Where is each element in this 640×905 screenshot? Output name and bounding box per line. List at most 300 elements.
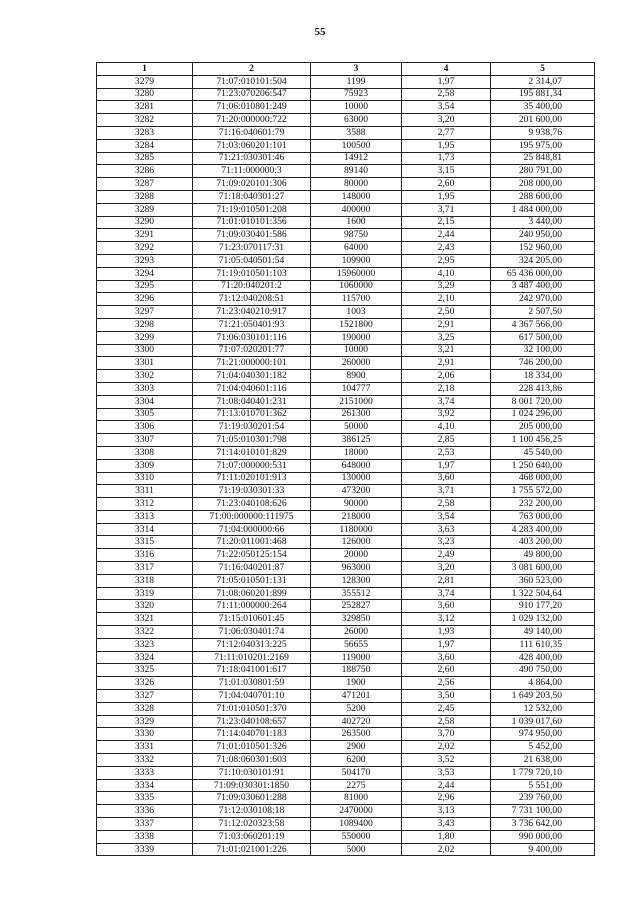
- table-cell-col2: 71:01:010101:356: [193, 216, 311, 229]
- table-cell-col2: 71:06:030401:74: [193, 626, 311, 639]
- table-cell-col3: 473200: [311, 485, 402, 498]
- table-cell-col4: 2,91: [402, 318, 491, 331]
- table-cell-col5: 152 960,00: [491, 242, 595, 255]
- table-cell-col5: 428 400,00: [491, 651, 595, 664]
- table-cell-col1: 3338: [97, 830, 193, 843]
- table-cell-col4: 3,29: [402, 280, 491, 293]
- table-cell-col4: 2,43: [402, 242, 491, 255]
- table-cell-col2: 71:08:060301:603: [193, 754, 311, 767]
- table-cell-col4: 2,56: [402, 677, 491, 690]
- table-cell-col1: 3287: [97, 178, 193, 191]
- table-cell-col1: 3294: [97, 267, 193, 280]
- table-cell-col3: 471201: [311, 690, 402, 703]
- table-row: [97, 203, 595, 216]
- table-cell-col5: 4 864,00: [491, 677, 595, 690]
- table-cell-col1: 3299: [97, 331, 193, 344]
- table-cell-col2: 71:09:030601:288: [193, 792, 311, 805]
- table-cell-col3: 2470000: [311, 805, 402, 818]
- table-cell-col4: 2,45: [402, 702, 491, 715]
- table-cell-col1: 3301: [97, 357, 193, 370]
- table-cell-col2: 71:12:030108:18: [193, 805, 311, 818]
- table-cell-col3: 56655: [311, 638, 402, 651]
- table-row: [97, 216, 595, 229]
- table-body: [97, 75, 595, 856]
- table-row: [97, 382, 595, 395]
- table-cell-col4: 2,02: [402, 741, 491, 754]
- table-row: [97, 779, 595, 792]
- table-cell-col4: 3,60: [402, 651, 491, 664]
- column-header-4: 4: [402, 63, 491, 76]
- table-cell-col5: 3 440,00: [491, 216, 595, 229]
- table-cell-col1: 3300: [97, 344, 193, 357]
- table-cell-col5: 195 975,00: [491, 139, 595, 152]
- table-cell-col5: 18 334,00: [491, 370, 595, 383]
- table-cell-col5: 990 000,00: [491, 830, 595, 843]
- table-row: [97, 728, 595, 741]
- table-cell-col1: 3317: [97, 562, 193, 575]
- table-cell-col5: 763 000,00: [491, 510, 595, 523]
- table-row: [97, 638, 595, 651]
- table-cell-col5: 3 081 600,00: [491, 562, 595, 575]
- table-row: [97, 498, 595, 511]
- table-cell-col5: 280 791,00: [491, 165, 595, 178]
- table-cell-col3: 81000: [311, 792, 402, 805]
- table-cell-col4: 3,15: [402, 165, 491, 178]
- table-cell-col3: 104777: [311, 382, 402, 395]
- table-cell-col1: 3336: [97, 805, 193, 818]
- table-row: [97, 165, 595, 178]
- table-cell-col3: 504170: [311, 766, 402, 779]
- table-cell-col2: 71:19:030301:33: [193, 485, 311, 498]
- table-cell-col4: 3,74: [402, 587, 491, 600]
- table-cell-col5: 242 970,00: [491, 293, 595, 306]
- table-cell-col3: 648000: [311, 459, 402, 472]
- table-cell-col4: 1,80: [402, 830, 491, 843]
- table-cell-col2: 71:04:040301:182: [193, 370, 311, 383]
- table-cell-col3: 963000: [311, 562, 402, 575]
- table-cell-col5: 32 100,00: [491, 344, 595, 357]
- table-cell-col1: 3303: [97, 382, 193, 395]
- table-cell-col4: 3,74: [402, 395, 491, 408]
- table-cell-col3: 355512: [311, 587, 402, 600]
- table-cell-col5: 403 200,00: [491, 536, 595, 549]
- table-cell-col1: 3281: [97, 101, 193, 114]
- table-cell-col5: 1 649 203,50: [491, 690, 595, 703]
- table-cell-col5: 4 283 400,00: [491, 523, 595, 536]
- table-cell-col2: 71:10:030101:91: [193, 766, 311, 779]
- table-cell-col3: 2275: [311, 779, 402, 792]
- table-cell-col4: 3,23: [402, 536, 491, 549]
- table-cell-col1: 3325: [97, 664, 193, 677]
- table-cell-col3: 1900: [311, 677, 402, 690]
- table-cell-col4: 4,10: [402, 267, 491, 280]
- table-cell-col2: 71:01:030801:59: [193, 677, 311, 690]
- table-cell-col1: 3313: [97, 510, 193, 523]
- table-cell-col2: 71:09:030401:586: [193, 229, 311, 242]
- table-cell-col2: 71:08:040401:231: [193, 395, 311, 408]
- table-cell-col4: 2,91: [402, 357, 491, 370]
- table-cell-col2: 71:12:040208:51: [193, 293, 311, 306]
- table-cell-col2: 71:23:040108:626: [193, 498, 311, 511]
- table-row: [97, 331, 595, 344]
- table-cell-col5: 910 177,20: [491, 600, 595, 613]
- table-cell-col5: 1 100 456,25: [491, 434, 595, 447]
- table-cell-col3: 26000: [311, 626, 402, 639]
- table-cell-col3: 119000: [311, 651, 402, 664]
- table-cell-col4: 3,21: [402, 344, 491, 357]
- table-row: [97, 421, 595, 434]
- table-cell-col1: 3296: [97, 293, 193, 306]
- table-cell-col2: 71:13:010701:362: [193, 408, 311, 421]
- table-row: [97, 152, 595, 165]
- table-row: [97, 664, 595, 677]
- table-cell-col5: 3 487 400,00: [491, 280, 595, 293]
- table-cell-col2: 71:00:000000:111975: [193, 510, 311, 523]
- table-cell-col2: 71:14:040701:183: [193, 728, 311, 741]
- table-cell-col1: 3332: [97, 754, 193, 767]
- table-cell-col5: 490 750,00: [491, 664, 595, 677]
- table-cell-col3: 1003: [311, 306, 402, 319]
- table-cell-col2: 71:01:021001:226: [193, 843, 311, 856]
- table-row: [97, 549, 595, 562]
- table-cell-col1: 3291: [97, 229, 193, 242]
- table-cell-col5: 49 800,00: [491, 549, 595, 562]
- table-row: [97, 651, 595, 664]
- table-cell-col3: 130000: [311, 472, 402, 485]
- table-cell-col2: 71:20:040201:2: [193, 280, 311, 293]
- table-cell-col2: 71:05:040501:54: [193, 254, 311, 267]
- table-cell-col2: 71:04:000000:66: [193, 523, 311, 536]
- table-cell-col4: 2,95: [402, 254, 491, 267]
- table-cell-col2: 71:05:010301:798: [193, 434, 311, 447]
- table-cell-col4: 2,77: [402, 126, 491, 139]
- table-cell-col4: 3,13: [402, 805, 491, 818]
- table-row: [97, 459, 595, 472]
- table-row: [97, 267, 595, 280]
- table-row: [97, 600, 595, 613]
- table-cell-col2: 71:12:040313:225: [193, 638, 311, 651]
- table-cell-col4: 2,58: [402, 498, 491, 511]
- table-cell-col2: 71:07:020201:77: [193, 344, 311, 357]
- table-row: [97, 510, 595, 523]
- table-cell-col5: 9 400,00: [491, 843, 595, 856]
- table-cell-col2: 71:11:000000:3: [193, 165, 311, 178]
- table-header-row: [97, 63, 595, 76]
- table-cell-col2: 71:19:010501:103: [193, 267, 311, 280]
- table-cell-col5: 1 779 720,10: [491, 766, 595, 779]
- table-cell-col5: 1 484 000,00: [491, 203, 595, 216]
- table-cell-col5: 240 950,00: [491, 229, 595, 242]
- table-cell-col1: 3307: [97, 434, 193, 447]
- table-row: [97, 114, 595, 127]
- table-cell-col3: 188750: [311, 664, 402, 677]
- table-cell-col3: 550000: [311, 830, 402, 843]
- table-cell-col3: 263500: [311, 728, 402, 741]
- table-cell-col4: 3,70: [402, 728, 491, 741]
- table-row: [97, 702, 595, 715]
- table-row: [97, 280, 595, 293]
- table-cell-col2: 71:07:000000:531: [193, 459, 311, 472]
- table-cell-col5: 8 001 720,00: [491, 395, 595, 408]
- table-cell-col4: 1,97: [402, 638, 491, 651]
- table-cell-col4: 2,58: [402, 715, 491, 728]
- table-cell-col5: 228 413,86: [491, 382, 595, 395]
- table-cell-col1: 3288: [97, 190, 193, 203]
- table-row: [97, 229, 595, 242]
- table-cell-col3: 89140: [311, 165, 402, 178]
- table-row: [97, 677, 595, 690]
- table-cell-col5: 35 400,00: [491, 101, 595, 114]
- table-cell-col2: 71:19:010501:208: [193, 203, 311, 216]
- table-cell-col2: 71:15:010601:45: [193, 613, 311, 626]
- table-cell-col5: 1 755 572,00: [491, 485, 595, 498]
- table-cell-col4: 3,71: [402, 203, 491, 216]
- table-cell-col3: 252827: [311, 600, 402, 613]
- table-cell-col4: 3,53: [402, 766, 491, 779]
- table-cell-col2: 71:16:040201:87: [193, 562, 311, 575]
- table-cell-col1: 3318: [97, 574, 193, 587]
- table-cell-col4: 1,73: [402, 152, 491, 165]
- table-cell-col5: 2 507,50: [491, 306, 595, 319]
- table-cell-col1: 3323: [97, 638, 193, 651]
- table-cell-col2: 71:11:020101:913: [193, 472, 311, 485]
- table-row: [97, 843, 595, 856]
- table-cell-col4: 3,54: [402, 510, 491, 523]
- table-row: [97, 715, 595, 728]
- table-row: [97, 626, 595, 639]
- table-cell-col3: 148000: [311, 190, 402, 203]
- table-cell-col5: 974 950,00: [491, 728, 595, 741]
- table-row: [97, 178, 595, 191]
- table-cell-col1: 3310: [97, 472, 193, 485]
- table-cell-col4: 3,54: [402, 101, 491, 114]
- table-cell-col5: 208 000,00: [491, 178, 595, 191]
- table-cell-col2: 71:12:020323:58: [193, 818, 311, 831]
- table-cell-col2: 71:23:070206:547: [193, 88, 311, 101]
- table-cell-col3: 261300: [311, 408, 402, 421]
- table-cell-col4: 3,60: [402, 472, 491, 485]
- table-row: [97, 818, 595, 831]
- table-cell-col2: 71:09:030301:1850: [193, 779, 311, 792]
- table-cell-col4: 1,95: [402, 139, 491, 152]
- table-cell-col2: 71:07:010101:504: [193, 75, 311, 88]
- table-cell-col4: 2,81: [402, 574, 491, 587]
- table-cell-col3: 64000: [311, 242, 402, 255]
- table-cell-col3: 14912: [311, 152, 402, 165]
- table-cell-col4: 4,10: [402, 421, 491, 434]
- table-cell-col4: 2,85: [402, 434, 491, 447]
- table-cell-col1: 3295: [97, 280, 193, 293]
- table-cell-col1: 3316: [97, 549, 193, 562]
- table-cell-col4: 3,12: [402, 613, 491, 626]
- table-cell-col3: 329850: [311, 613, 402, 626]
- table-cell-col2: 71:09:020101:306: [193, 178, 311, 191]
- table-row: [97, 75, 595, 88]
- table-cell-col4: 2,44: [402, 779, 491, 792]
- table-cell-col1: 3309: [97, 459, 193, 472]
- table-cell-col5: 49 140,00: [491, 626, 595, 639]
- table-cell-col3: 20000: [311, 549, 402, 562]
- table-cell-col5: 324 205,00: [491, 254, 595, 267]
- table-cell-col1: 3286: [97, 165, 193, 178]
- table-row: [97, 485, 595, 498]
- table-row: [97, 293, 595, 306]
- table-cell-col1: 3333: [97, 766, 193, 779]
- table-row: [97, 805, 595, 818]
- table-cell-col4: 2,49: [402, 549, 491, 562]
- table-cell-col5: 232 200,00: [491, 498, 595, 511]
- table-row: [97, 242, 595, 255]
- table-cell-col2: 71:21:050401:93: [193, 318, 311, 331]
- table-row: [97, 562, 595, 575]
- table-cell-col2: 71:21:030301:46: [193, 152, 311, 165]
- table-row: [97, 830, 595, 843]
- table-cell-col2: 71:11:000000:264: [193, 600, 311, 613]
- table-cell-col5: 5 452,00: [491, 741, 595, 754]
- table-row: [97, 254, 595, 267]
- table-cell-col2: 71:06:010801:249: [193, 101, 311, 114]
- table-cell-col4: 2,96: [402, 792, 491, 805]
- table-cell-col3: 10000: [311, 344, 402, 357]
- table-row: [97, 766, 595, 779]
- table-cell-col3: 386125: [311, 434, 402, 447]
- table-cell-col4: 1,97: [402, 75, 491, 88]
- table-cell-col3: 6200: [311, 754, 402, 767]
- table-cell-col2: 71:23:040108:657: [193, 715, 311, 728]
- table-cell-col2: 71:11:010201:2169: [193, 651, 311, 664]
- table-cell-col3: 3588: [311, 126, 402, 139]
- table-cell-col1: 3290: [97, 216, 193, 229]
- table-cell-col3: 126000: [311, 536, 402, 549]
- table-cell-col1: 3330: [97, 728, 193, 741]
- table-cell-col4: 1,97: [402, 459, 491, 472]
- page-number: 55: [314, 26, 326, 38]
- table-cell-col5: 1 029 132,00: [491, 613, 595, 626]
- table-cell-col4: 3,20: [402, 562, 491, 575]
- table-cell-col3: 218000: [311, 510, 402, 523]
- table-cell-col2: 71:19:030201:54: [193, 421, 311, 434]
- table-cell-col5: 201 600,00: [491, 114, 595, 127]
- table-cell-col5: 12 532,00: [491, 702, 595, 715]
- table-cell-col1: 3314: [97, 523, 193, 536]
- table-cell-col4: 2,15: [402, 216, 491, 229]
- table-cell-col3: 2151000: [311, 395, 402, 408]
- table-cell-col1: 3283: [97, 126, 193, 139]
- table-row: [97, 536, 595, 549]
- table-row: [97, 190, 595, 203]
- table-cell-col1: 3306: [97, 421, 193, 434]
- table-cell-col2: 71:18:040301:27: [193, 190, 311, 203]
- table-row: [97, 101, 595, 114]
- table-row: [97, 318, 595, 331]
- table-cell-col5: 205 000,00: [491, 421, 595, 434]
- table-cell-col2: 71:03:060201:101: [193, 139, 311, 152]
- table-cell-col1: 3293: [97, 254, 193, 267]
- table-cell-col1: 3321: [97, 613, 193, 626]
- table-cell-col1: 3312: [97, 498, 193, 511]
- table-cell-col5: 1 250 640,00: [491, 459, 595, 472]
- table-cell-col4: 2,60: [402, 178, 491, 191]
- table-row: [97, 126, 595, 139]
- table-cell-col5: 746 200,00: [491, 357, 595, 370]
- table-cell-col2: 71:04:040601:116: [193, 382, 311, 395]
- table-cell-col1: 3284: [97, 139, 193, 152]
- table-cell-col1: 3304: [97, 395, 193, 408]
- table-cell-col1: 3339: [97, 843, 193, 856]
- table-cell-col5: 25 848,81: [491, 152, 595, 165]
- table-cell-col1: 3282: [97, 114, 193, 127]
- table-cell-col1: 3302: [97, 370, 193, 383]
- table-row: [97, 88, 595, 101]
- table-cell-col4: 3,52: [402, 754, 491, 767]
- table-cell-col3: 400000: [311, 203, 402, 216]
- table-cell-col5: 1 024 296,00: [491, 408, 595, 421]
- table-cell-col5: 1 322 504,64: [491, 587, 595, 600]
- table-cell-col3: 8900: [311, 370, 402, 383]
- table-cell-col1: 3297: [97, 306, 193, 319]
- table-cell-col4: 3,20: [402, 114, 491, 127]
- table-cell-col1: 3329: [97, 715, 193, 728]
- table-cell-col2: 71:23:040210:917: [193, 306, 311, 319]
- table-cell-col2: 71:14:010101:829: [193, 446, 311, 459]
- table-cell-col5: 468 000,00: [491, 472, 595, 485]
- table-row: [97, 523, 595, 536]
- table-cell-col1: 3331: [97, 741, 193, 754]
- table-cell-col3: 115700: [311, 293, 402, 306]
- table-cell-col4: 2,06: [402, 370, 491, 383]
- table-cell-col3: 80000: [311, 178, 402, 191]
- table-cell-col1: 3292: [97, 242, 193, 255]
- table-row: [97, 792, 595, 805]
- table-cell-col2: 71:21:000000:101: [193, 357, 311, 370]
- table-cell-col3: 75923: [311, 88, 402, 101]
- table-cell-col2: 71:06:030101:116: [193, 331, 311, 344]
- table-cell-col3: 2900: [311, 741, 402, 754]
- table-cell-col5: 21 638,00: [491, 754, 595, 767]
- table-row: [97, 395, 595, 408]
- table-cell-col3: 100500: [311, 139, 402, 152]
- table-cell-col5: 45 540,00: [491, 446, 595, 459]
- table-row: [97, 344, 595, 357]
- table-cell-col3: 402720: [311, 715, 402, 728]
- table-cell-col2: 71:08:060201:899: [193, 587, 311, 600]
- column-header-3: 3: [311, 63, 402, 76]
- table-cell-col5: 9 938,76: [491, 126, 595, 139]
- table-cell-col3: 1089400: [311, 818, 402, 831]
- table-cell-col4: 3,71: [402, 485, 491, 498]
- table-cell-col3: 98750: [311, 229, 402, 242]
- table-cell-col1: 3298: [97, 318, 193, 331]
- table-cell-col2: 71:20:000000:722: [193, 114, 311, 127]
- table-cell-col1: 3289: [97, 203, 193, 216]
- table-row: [97, 690, 595, 703]
- table-row: [97, 574, 595, 587]
- table-cell-col3: 63000: [311, 114, 402, 127]
- table-cell-col1: 3337: [97, 818, 193, 831]
- cadastral-value-table: [96, 62, 595, 856]
- table-cell-col2: 71:01:010501:370: [193, 702, 311, 715]
- table-cell-col3: 90000: [311, 498, 402, 511]
- table-cell-col4: 2,02: [402, 843, 491, 856]
- table-cell-col5: 65 436 000,00: [491, 267, 595, 280]
- column-header-1: 1: [97, 63, 193, 76]
- table-cell-col2: 71:23:070117:31: [193, 242, 311, 255]
- table-cell-col1: 3311: [97, 485, 193, 498]
- table-cell-col3: 1600: [311, 216, 402, 229]
- table-cell-col2: 71:05:010501:131: [193, 574, 311, 587]
- table-cell-col2: 71:01:010501:326: [193, 741, 311, 754]
- table-cell-col1: 3308: [97, 446, 193, 459]
